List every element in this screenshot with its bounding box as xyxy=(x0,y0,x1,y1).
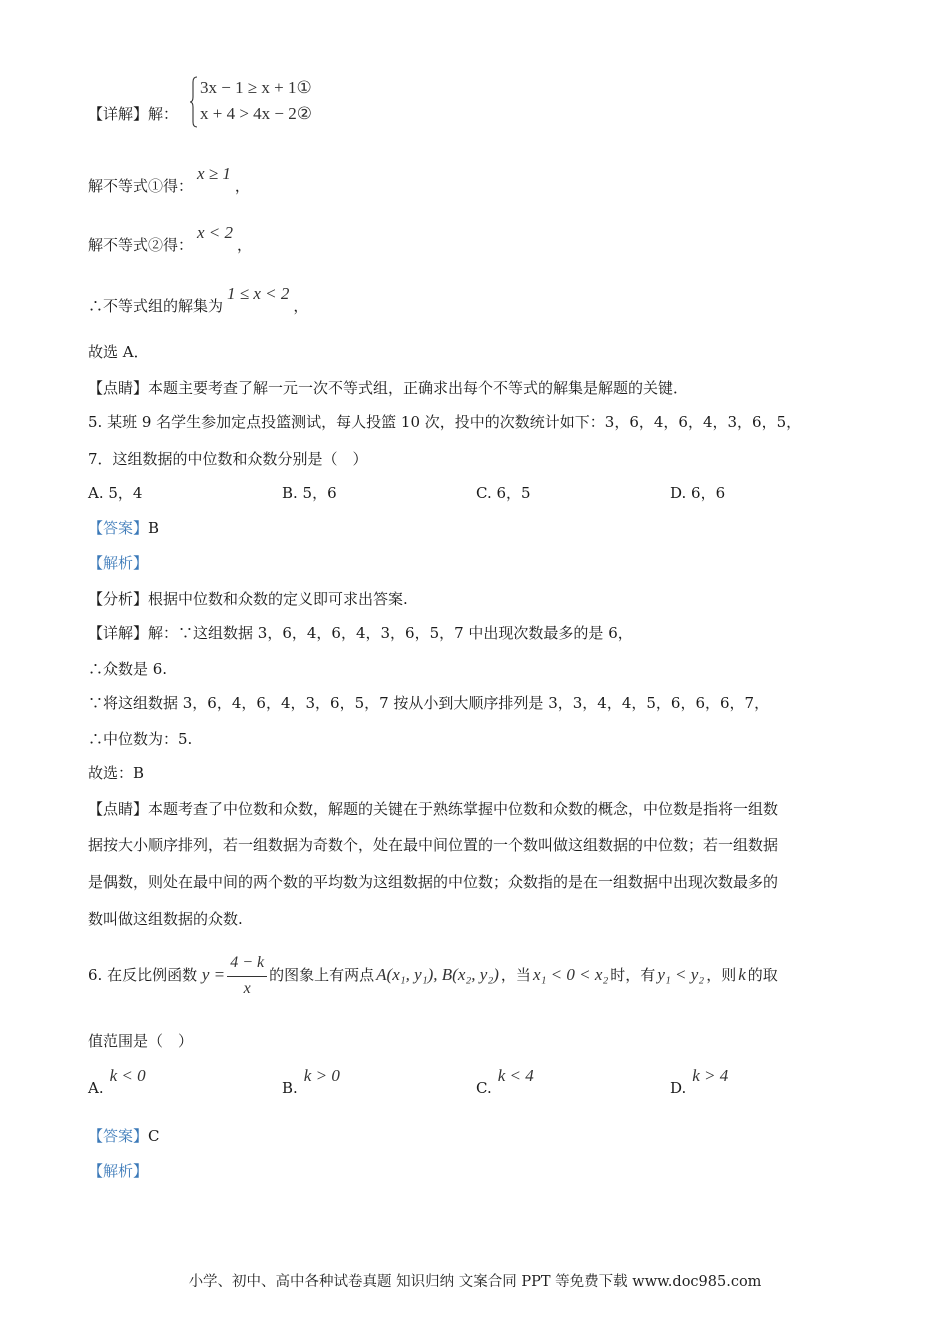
left-brace-icon xyxy=(190,76,198,128)
option-letter: B. xyxy=(282,1079,298,1097)
option-math: k > 0 xyxy=(303,1066,340,1085)
option-math: k < 4 xyxy=(497,1066,534,1085)
comment-1: 【点睛】本题主要考查了解一元一次不等式组，正确求出每个不等式的解集是解题的关键． xyxy=(88,379,689,397)
option-math: k > 4 xyxy=(692,1066,729,1085)
page-footer: 小学、初中、高中各种试卷真题 知识归纳 文案合同 PPT 等免费下载 www.doc985.com xyxy=(188,1274,762,1290)
step-text: ∴不等式组的解集为 xyxy=(88,297,224,315)
step-tail: ， xyxy=(293,297,309,315)
q6-line-1 xyxy=(88,950,778,1000)
fraction-bar xyxy=(227,976,267,977)
q6-fraction xyxy=(225,953,269,999)
q5-median: ∴中位数为：5. xyxy=(88,730,193,748)
q5-option-c: C. 6，5 xyxy=(476,484,531,502)
q5-analysis-label: 【解析】 xyxy=(88,554,149,572)
q5-comment-line-1: 【点睛】本题考查了中位数和众数，解题的关键在于熟练掌握中位数和众数的概念，中位数是指将一组数 xyxy=(88,800,779,818)
q5-comment-line-2: 据按大小顺序排列，若一组数据为奇数个，处在最中间位置的一个数叫做这组数据的中位数；若一组数据 xyxy=(88,836,779,854)
answer-label: 【答案】 xyxy=(88,1127,149,1145)
q6-cond: x₁ < 0 < x₂ xyxy=(532,965,609,984)
q6-mid5: 的取 xyxy=(747,966,778,984)
q5-analysis: 【分析】根据中位数和众数的定义即可求出答案. xyxy=(88,590,408,608)
q5-comment-line-4: 数叫做这组数据的众数. xyxy=(88,910,243,928)
q6-cond2: y₁ < y₂ xyxy=(657,965,705,984)
fraction-denominator: x xyxy=(243,980,251,997)
q6-k: k xyxy=(738,965,746,984)
q5-option-a: A. 5，4 xyxy=(88,484,143,502)
q6-answer xyxy=(88,1126,160,1146)
detail-label: 【详解】解： xyxy=(88,105,179,123)
step-math: x ≥ 1 xyxy=(197,164,231,183)
q5-answer xyxy=(88,518,159,538)
answer-value: C xyxy=(148,1127,160,1145)
q6-mid3: 时，有 xyxy=(610,966,656,984)
q6-mid2: ，当 xyxy=(500,966,531,984)
q6-option-c xyxy=(476,1066,534,1097)
q5-line-1: 5. 某班 9 名学生参加定点投篮测试，每人投篮 10 次，投中的次数统计如下：3，6，4，6，4，3，6，5， xyxy=(88,413,802,431)
step-text: 解不等式②得： xyxy=(88,236,194,254)
solve-ineq-2 xyxy=(88,223,253,255)
solve-ineq-1 xyxy=(88,164,250,196)
q6-y-eq: y = xyxy=(201,965,226,984)
q6-option-d xyxy=(670,1066,729,1097)
q5-mode: ∴众数是 6. xyxy=(88,660,168,678)
inequality-2: x + 4 > 4x − 2② xyxy=(200,104,313,123)
solution-set xyxy=(88,284,309,316)
q6-mid1: 的图象上有两点 xyxy=(269,966,375,984)
step-math: x < 2 xyxy=(197,223,234,242)
q5-choose: 故选：B xyxy=(88,764,145,782)
option-math: k < 0 xyxy=(109,1066,146,1085)
q5-detail: 【详解】解：∵这组数据 3，6，4，6，4，3，6，5，7 中出现次数最多的是 6， xyxy=(88,624,633,642)
q5-option-b: B. 5，6 xyxy=(282,484,337,502)
q5-line-2: 7．这组数据的中位数和众数分别是（ ） xyxy=(88,450,368,468)
fraction-numerator: 4 − k xyxy=(230,954,265,971)
step-tail: ， xyxy=(237,236,253,254)
option-letter: D. xyxy=(670,1079,687,1097)
step-tail: ， xyxy=(234,177,250,195)
answer-value: B xyxy=(148,519,160,537)
q6-line-2: 值范围是（ ） xyxy=(88,1032,194,1050)
option-letter: C. xyxy=(476,1079,492,1097)
choose-a: 故选 A． xyxy=(88,343,149,361)
q5-comment-line-3: 是偶数，则处在最中间的两个数的平均数为这组数据的中位数；众数指的是在一组数据中出现次数最多的 xyxy=(88,873,779,891)
answer-label: 【答案】 xyxy=(88,519,149,537)
q5-option-d: D. 6，6 xyxy=(670,484,726,502)
q6-mid4: ，则 xyxy=(706,966,737,984)
q6-points: A(x₁, y₁), B(x₂, y₂) xyxy=(376,965,499,984)
inequality-1: 3x − 1 ≥ x + 1① xyxy=(200,78,312,97)
q5-sort: ∵将这组数据 3，6，4，6，4，3，6，5，7 按从小到大顺序排列是 3，3，4，4，5，6，6，6，7， xyxy=(88,694,770,712)
q6-analysis-label: 【解析】 xyxy=(88,1162,149,1180)
q6-option-a xyxy=(88,1066,146,1097)
step-math: 1 ≤ x < 2 xyxy=(227,284,290,303)
option-letter: A. xyxy=(88,1079,104,1097)
q6-option-b xyxy=(282,1066,340,1097)
q6-prefix: 6. 在反比例函数 xyxy=(88,966,198,984)
step-text: 解不等式①得： xyxy=(88,177,194,195)
